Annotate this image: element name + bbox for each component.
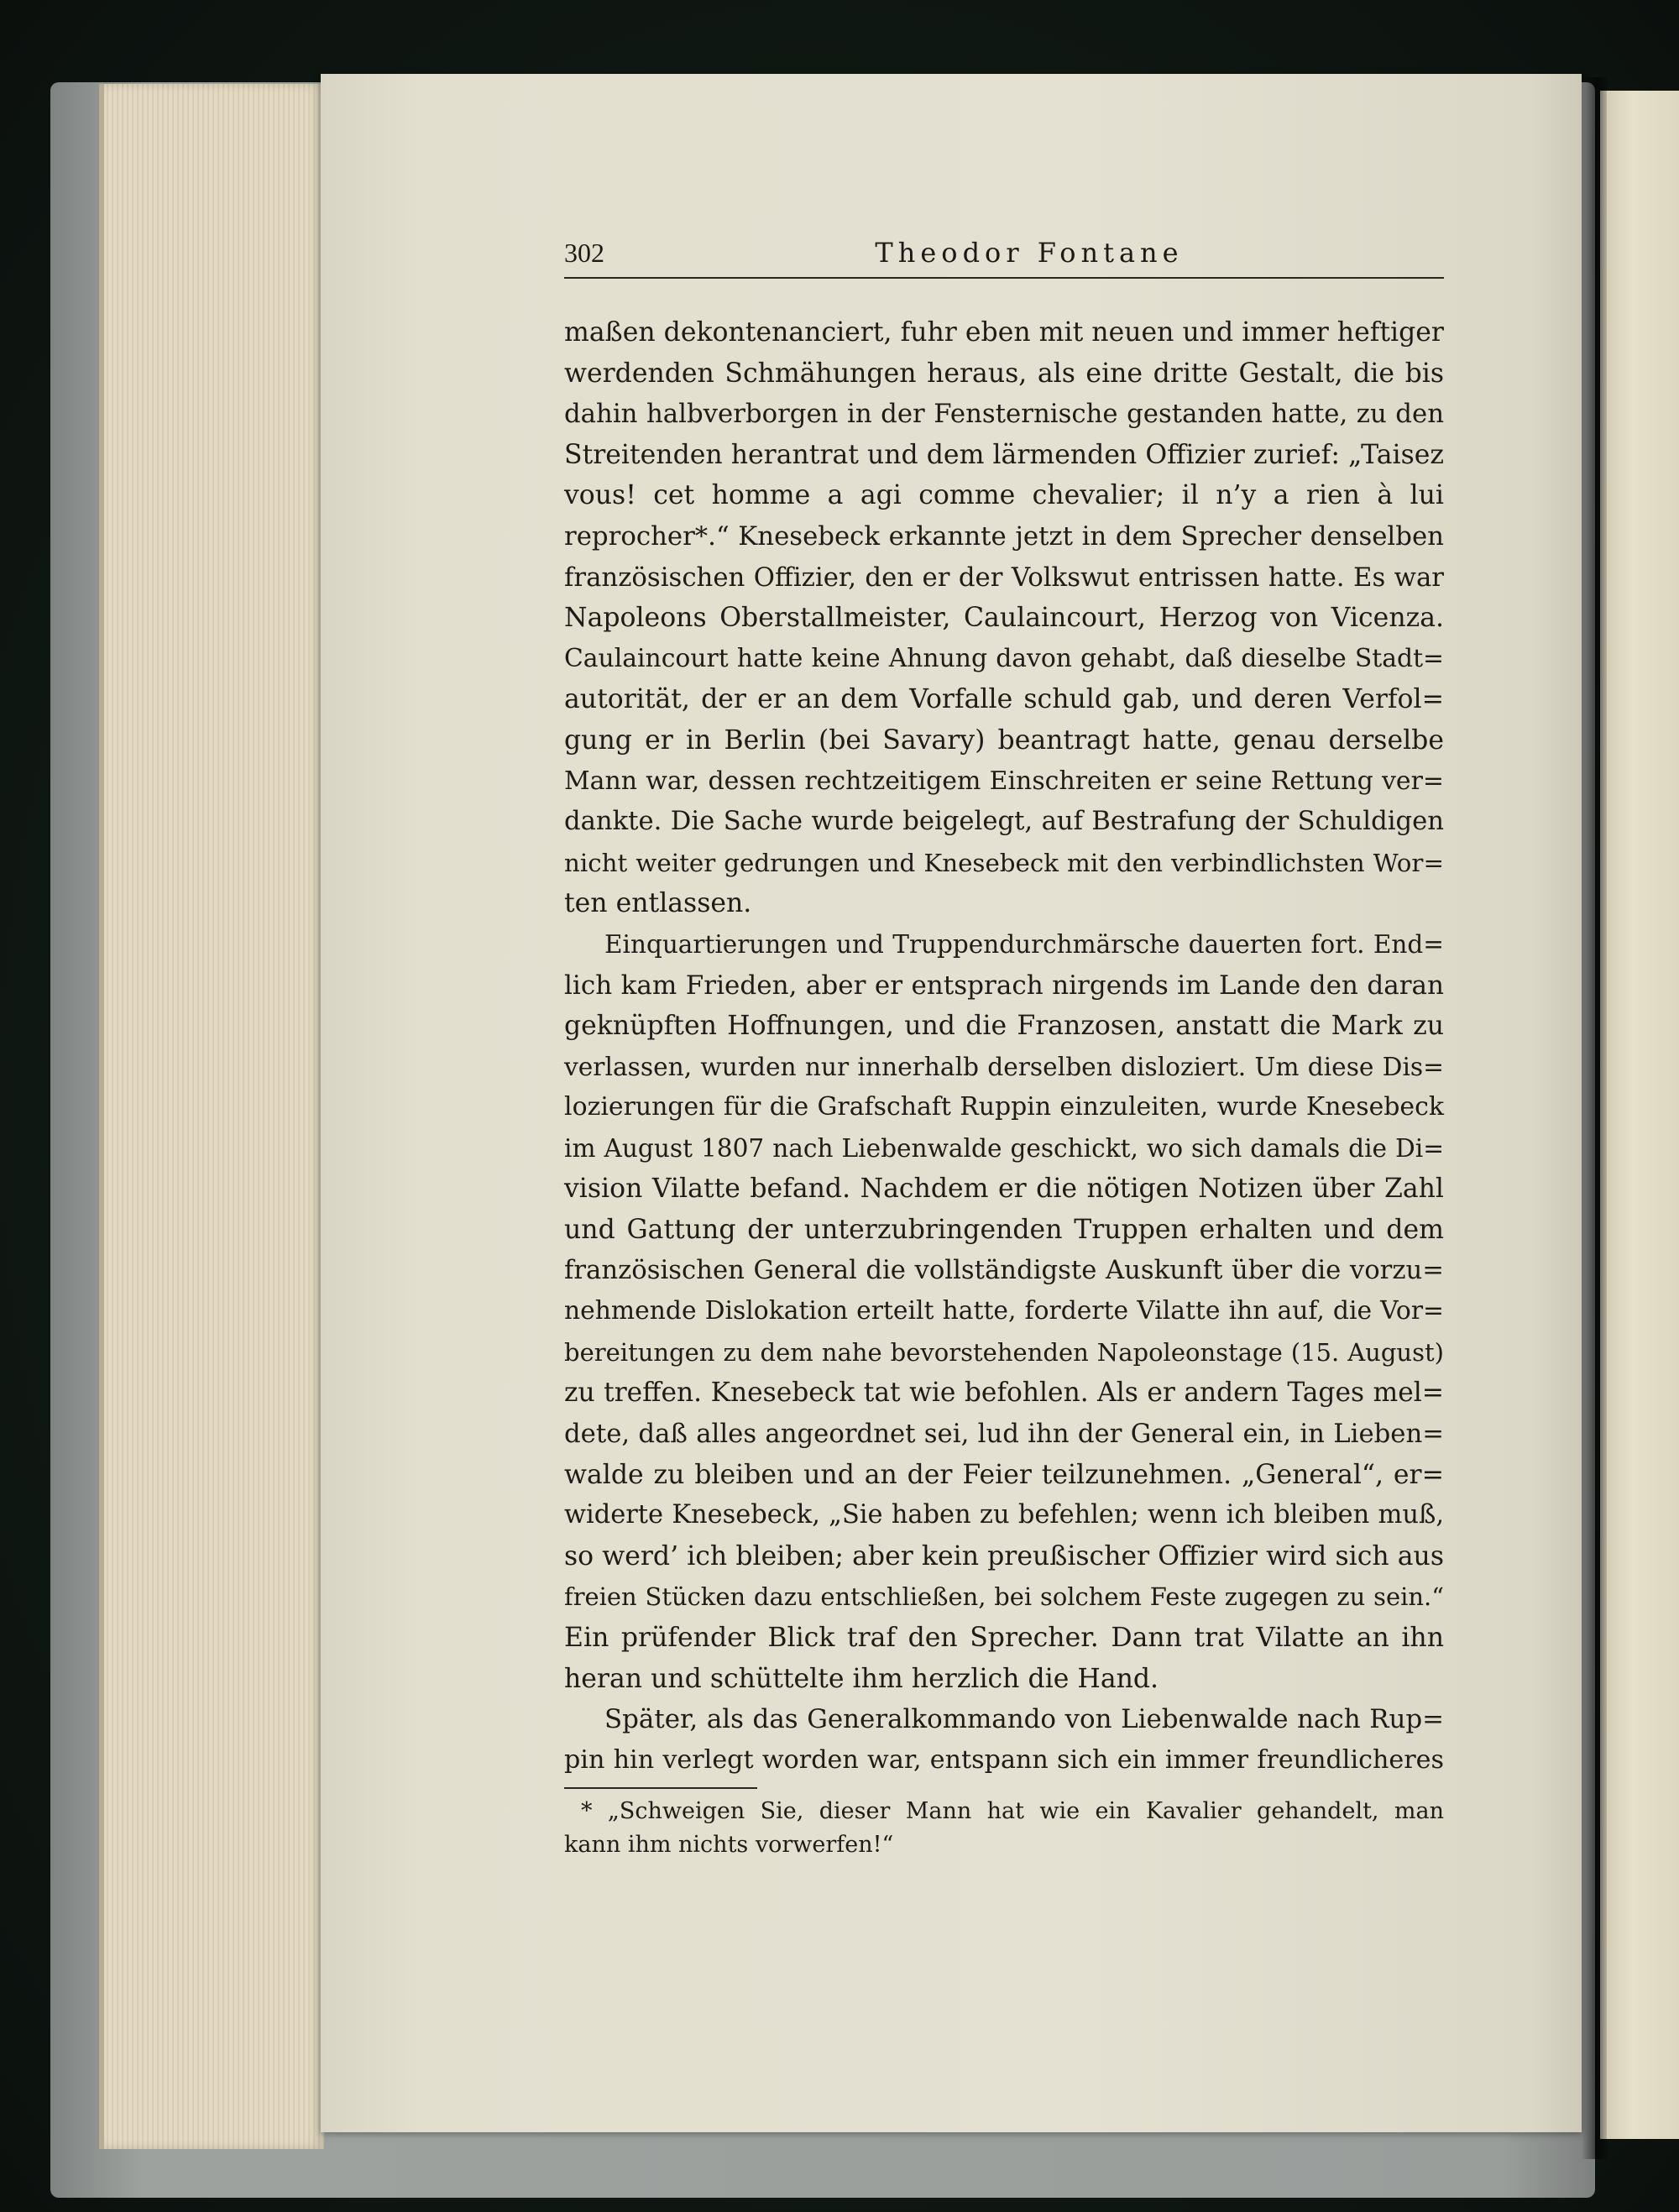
footnote-line: * „Schweigen Sie, dieser Mann hat wie ein Kavalier gehandelt, man: [581, 1798, 1444, 1824]
text-line: bereitungen zu dem nahe bevorstehenden Napoleonstage (15. August): [564, 1337, 1444, 1367]
text-line: Streitenden herantrat und dem lärmenden Offizier zurief: „Taisez: [564, 439, 1444, 470]
text-line: Mann war, dessen rechtzeitigem Einschreiten er seine Rettung ver=: [564, 766, 1444, 796]
text-line: ten entlassen.: [564, 888, 752, 919]
text-line: walde zu bleiben und an der Feier teilzunehmen. „General“, er=: [564, 1459, 1444, 1490]
facing-page-edge: [1600, 91, 1679, 2139]
text-line: Einquartierungen und Truppendurchmärsche dauerten fort. End=: [604, 929, 1444, 959]
text-line: Caulaincourt hatte keine Ahnung davon gehabt, daß dieselbe Stadt=: [564, 643, 1444, 673]
text-line: dahin halbverborgen in der Fensternische gestanden hatte, zu den: [564, 399, 1444, 430]
text-line: dete, daß alles angeordnet sei, lud ihn der General ein, in Lieben=: [564, 1419, 1444, 1450]
page-number: 302: [564, 238, 604, 268]
text-line: französischen General die vollständigste Auskunft über die vorzu=: [564, 1255, 1444, 1285]
text-line: lozierungen für die Grafschaft Ruppin einzuleiten, wurde Knesebeck: [564, 1092, 1444, 1122]
text-line: pin hin verlegt worden war, entspann sich ein immer freundlicheres: [564, 1744, 1444, 1775]
footnote-rule: [564, 1787, 757, 1789]
text-line: dankte. Die Sache wurde beigelegt, auf Bestrafung der Schuldigen: [564, 807, 1444, 837]
paragraph-3: [564, 1699, 1444, 1781]
text-line: reprocher*.“ Knesebeck erkannte jetzt in dem Sprecher denselben: [564, 520, 1444, 552]
text-line: nicht weiter gedrungen und Knesebeck mit den verbindlichsten Wor=: [564, 848, 1444, 877]
text-line: gung er in Berlin (bei Savary) beantragt hatte, genau derselbe: [564, 724, 1444, 756]
text-line: vous! cet homme a agi comme chevalier; il n’y a rien à lui: [564, 480, 1444, 511]
text-line: nehmende Dislokation erteilt hatte, forderte Vilatte ihn auf, die Vor=: [564, 1296, 1444, 1326]
footnote: [564, 1795, 1444, 1862]
gutter-shadow: [1582, 77, 1607, 2159]
text-line: Ein prüfender Blick traf den Sprecher. Dann trat Vilatte an ihn: [564, 1623, 1444, 1653]
text-line: heran und schüttelte ihm herzlich die Hand.: [564, 1663, 1159, 1694]
text-line: autorität, der er an dem Vorfalle schuld gab, und deren Verfol=: [564, 684, 1444, 715]
paragraph-2: [564, 924, 1444, 1699]
text-line: freien Stücken dazu entschließen, bei solchem Feste zugegen zu sein.“: [564, 1582, 1444, 1612]
text-line: zu treffen. Knesebeck tat wie befohlen. Als er andern Tages mel=: [564, 1378, 1444, 1409]
footnote-line: kann ihm nichts vorwerfen!“: [564, 1832, 894, 1858]
page-block-edges: [99, 84, 324, 2149]
text-line: und Gattung der unterzubringenden Truppen erhalten und dem: [564, 1215, 1444, 1246]
text-line: Später, als das Generalkommando von Liebenwalde nach Rup=: [604, 1704, 1444, 1735]
text-line: lich kam Frieden, aber er entsprach nirgends im Lande den daran: [564, 970, 1444, 1001]
running-title: Theodor Fontane: [875, 237, 1184, 269]
page-header: [564, 233, 1444, 279]
text-line: maßen dekontenanciert, fuhr eben mit neuen und immer heftiger: [564, 317, 1444, 348]
text-line: widerte Knesebeck, „Sie haben zu befehlen; wenn ich bleiben muß,: [564, 1500, 1444, 1530]
text-line: Napoleons Oberstallmeister, Caulaincourt, Herzog von Vicenza.: [564, 603, 1444, 634]
text-line: geknüpften Hoffnungen, und die Franzosen, anstatt die Mark zu: [564, 1011, 1444, 1042]
paragraph-1: [564, 312, 1444, 924]
text-line: so werd’ ich bleiben; aber kein preußischer Offizier wird sich aus: [564, 1540, 1444, 1571]
text-line: verlassen, wurden nur innerhalb derselben disloziert. Um diese Dis=: [564, 1051, 1444, 1081]
text-line: vision Vilatte befand. Nachdem er die nötigen Notizen über Zahl: [564, 1174, 1444, 1205]
text-line: werdenden Schmähungen heraus, als eine dritte Gestalt, die bis: [564, 358, 1444, 389]
body-text: [564, 312, 1444, 1781]
text-line: französischen Offizier, den er der Volkswut entrissen hatte. Es war: [564, 562, 1444, 593]
text-line: im August 1807 nach Liebenwalde geschickt, wo sich damals die Di=: [564, 1133, 1444, 1163]
